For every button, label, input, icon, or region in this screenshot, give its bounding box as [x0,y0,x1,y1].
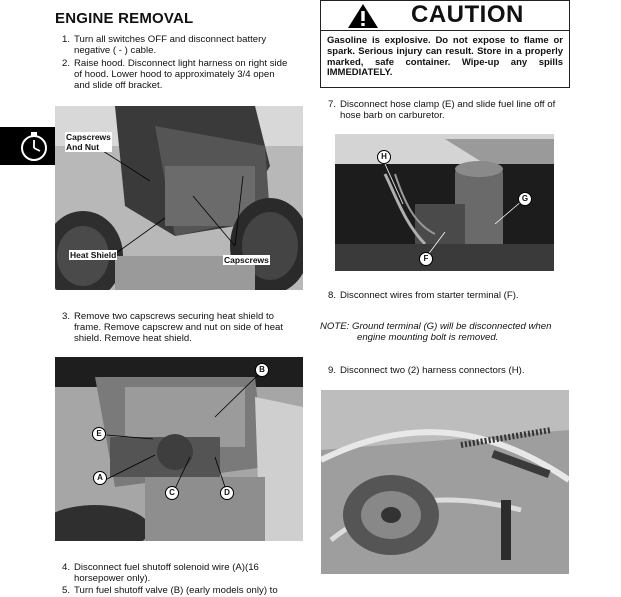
label-c: C [165,486,179,500]
note [320,321,551,343]
callout-heat-shield: Heat Shield [70,250,117,260]
label-g: G [518,192,532,206]
step-8: 8. Disconnect wires from starter terminal (F). [328,290,519,301]
label-e: E [92,427,106,441]
stopwatch-icon [0,127,55,165]
step-9: 9. Disconnect two (2) harness connectors (H). [328,365,525,376]
note-label: NOTE: [320,321,350,332]
label-f: F [419,252,433,266]
label-a: A [93,471,107,485]
section-tab [0,127,55,165]
caution-text: Gasoline is explosive. Do not expose to flame or spark. Serious injury can result. Store in a properly marked, safe container. Wipe-up any spills IMMEDIATELY. [327,35,563,79]
section-title: ENGINE REMOVAL [55,10,194,27]
step-5: 5. Turn fuel shutoff valve (B) (early models only) to [62,585,278,596]
label-d: D [220,486,234,500]
step-1: 1. Turn all switches OFF and disconnect battery negative ( - ) cable. [62,34,267,56]
label-h: H [377,150,391,164]
note-line1: Ground terminal (G) will be disconnected when [352,321,552,332]
warning-triangle-icon [347,3,379,29]
step-2: 2. Raise hood. Disconnect light harness on right side of hood. Lower hood to approximately 3/4 open and slide off bracket. [62,58,288,91]
note-line2: engine mounting bolt is removed. [357,332,499,343]
callout-capscrews-and-nut: Capscrews And Nut [66,132,111,152]
photo-engine-carburetor [55,357,303,541]
photo-heat-shield [55,106,303,290]
photo-starter-terminal [335,134,554,271]
callout-capscrews: Capscrews [224,255,269,265]
caution-box [320,0,570,88]
step-7: 7. Disconnect hose clamp (E) and slide fuel line off of hose barb on carburetor. [328,99,556,121]
step-3: 3. Remove two capscrews securing heat shield to frame. Remove capscrew and nut on side of heat shield. Remove heat shield. [62,311,284,344]
photo-belt-pulley [321,390,569,574]
label-b: B [255,363,269,377]
step-4: 4. Disconnect fuel shutoff solenoid wire (A)(16 horsepower only). [62,562,259,584]
caution-title: CAUTION [411,1,524,28]
